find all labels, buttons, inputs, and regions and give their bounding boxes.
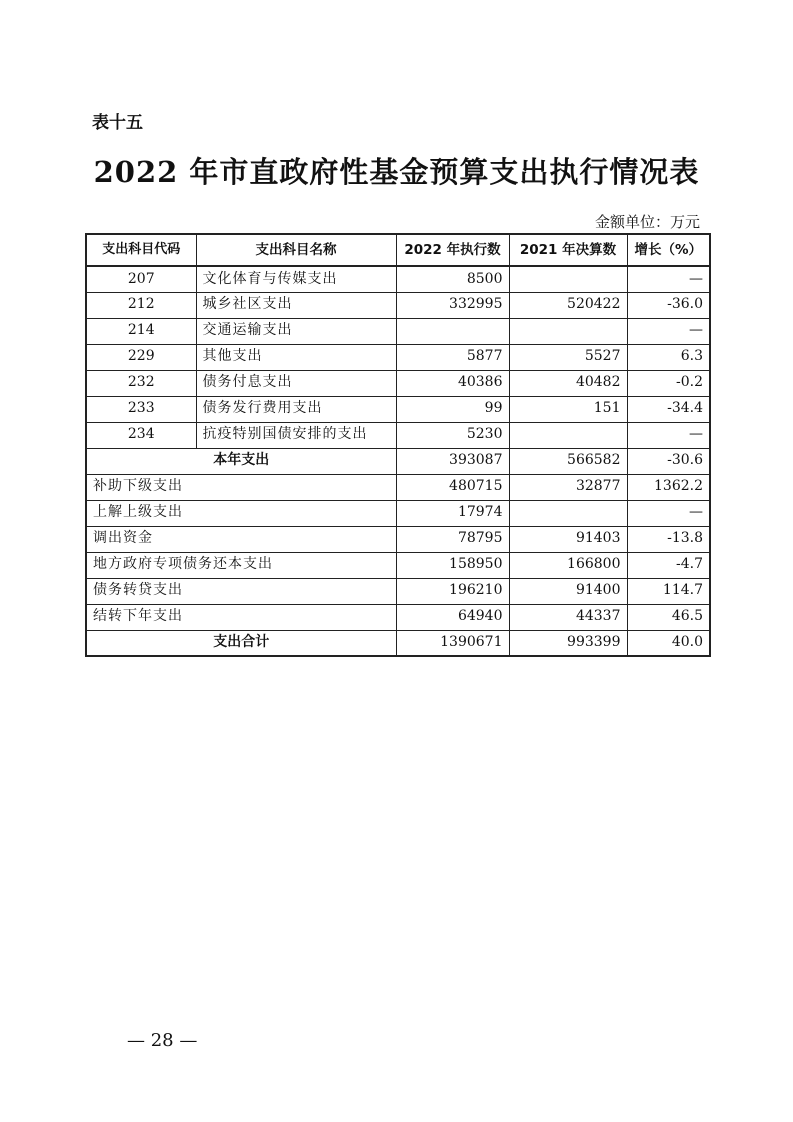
cell-exec-2022: 196210	[396, 578, 509, 604]
cell-exec-2022: 158950	[396, 552, 509, 578]
cell-growth: —	[627, 422, 710, 448]
cell-growth: -0.2	[627, 370, 710, 396]
cell-name: 债务付息支出	[196, 370, 396, 396]
cell-code: 234	[86, 422, 196, 448]
cell-code: 233	[86, 396, 196, 422]
cell-final-2021: 91403	[509, 526, 627, 552]
cell-name: 交通运输支出	[196, 318, 396, 344]
cell-name: 上解上级支出	[86, 500, 396, 526]
table-row	[86, 604, 710, 630]
cell-final-2021: 91400	[509, 578, 627, 604]
cell-name: 其他支出	[196, 344, 396, 370]
cell-growth: -36.0	[627, 292, 710, 318]
table-header-row	[86, 234, 710, 266]
cell-exec-2022: 78795	[396, 526, 509, 552]
cell-name: 地方政府专项债务还本支出	[86, 552, 396, 578]
cell-growth: 114.7	[627, 578, 710, 604]
table-row	[86, 318, 710, 344]
table-row	[86, 552, 710, 578]
header-exec-2022: 2022 年执行数	[396, 234, 509, 266]
header-growth: 增长（%）	[627, 234, 710, 266]
cell-exec-2022: 17974	[396, 500, 509, 526]
subtotal-label: 本年支出	[86, 448, 396, 474]
cell-name: 债务转贷支出	[86, 578, 396, 604]
cell-exec-2022: 40386	[396, 370, 509, 396]
cell-growth: 6.3	[627, 344, 710, 370]
cell-exec-2022: 480715	[396, 474, 509, 500]
cell-final-2021: 32877	[509, 474, 627, 500]
cell-exec-2022: 5877	[396, 344, 509, 370]
cell-growth: 40.0	[627, 630, 710, 656]
cell-name: 调出资金	[86, 526, 396, 552]
cell-exec-2022: 332995	[396, 292, 509, 318]
cell-final-2021: 44337	[509, 604, 627, 630]
cell-exec-2022: 99	[396, 396, 509, 422]
cell-code: 232	[86, 370, 196, 396]
table-number-label: 表十五	[92, 113, 143, 133]
table-row	[86, 526, 710, 552]
cell-name: 结转下年支出	[86, 604, 396, 630]
cell-name: 补助下级支出	[86, 474, 396, 500]
cell-growth: 1362.2	[627, 474, 710, 500]
cell-final-2021: 993399	[509, 630, 627, 656]
cell-growth: 46.5	[627, 604, 710, 630]
table-row	[86, 474, 710, 500]
cell-final-2021: 151	[509, 396, 627, 422]
subtotal-row	[86, 448, 710, 474]
cell-final-2021	[509, 318, 627, 344]
cell-final-2021	[509, 422, 627, 448]
table-row	[86, 292, 710, 318]
cell-name: 抗疫特别国债安排的支出	[196, 422, 396, 448]
cell-code: 212	[86, 292, 196, 318]
header-name: 支出科目名称	[196, 234, 396, 266]
table-row	[86, 266, 710, 292]
cell-final-2021: 520422	[509, 292, 627, 318]
cell-exec-2022	[396, 318, 509, 344]
total-row	[86, 630, 710, 656]
cell-name: 文化体育与传媒支出	[196, 266, 396, 292]
cell-exec-2022: 393087	[396, 448, 509, 474]
cell-growth: -13.8	[627, 526, 710, 552]
table-row	[86, 396, 710, 422]
table-row	[86, 344, 710, 370]
cell-exec-2022: 1390671	[396, 630, 509, 656]
table-row	[86, 578, 710, 604]
cell-name: 城乡社区支出	[196, 292, 396, 318]
cell-code: 207	[86, 266, 196, 292]
cell-code: 214	[86, 318, 196, 344]
cell-code: 229	[86, 344, 196, 370]
page-number: — 28 —	[127, 1030, 198, 1051]
cell-growth: -34.4	[627, 396, 710, 422]
cell-final-2021: 40482	[509, 370, 627, 396]
cell-exec-2022: 5230	[396, 422, 509, 448]
page-title: 2022 年市直政府性基金预算支出执行情况表	[93, 155, 700, 189]
cell-growth: —	[627, 266, 710, 292]
total-label: 支出合计	[86, 630, 396, 656]
cell-final-2021: 5527	[509, 344, 627, 370]
cell-growth: —	[627, 500, 710, 526]
cell-final-2021	[509, 266, 627, 292]
cell-final-2021	[509, 500, 627, 526]
table-row	[86, 500, 710, 526]
cell-exec-2022: 8500	[396, 266, 509, 292]
cell-final-2021: 566582	[509, 448, 627, 474]
header-final-2021: 2021 年决算数	[509, 234, 627, 266]
cell-growth: -30.6	[627, 448, 710, 474]
table-row	[86, 422, 710, 448]
cell-growth: —	[627, 318, 710, 344]
cell-final-2021: 166800	[509, 552, 627, 578]
table-row	[86, 370, 710, 396]
header-code: 支出科目代码	[86, 234, 196, 266]
amount-unit-label: 金额单位：万元	[594, 213, 700, 231]
cell-growth: -4.7	[627, 552, 710, 578]
cell-exec-2022: 64940	[396, 604, 509, 630]
expenditure-table	[85, 233, 711, 657]
cell-name: 债务发行费用支出	[196, 396, 396, 422]
